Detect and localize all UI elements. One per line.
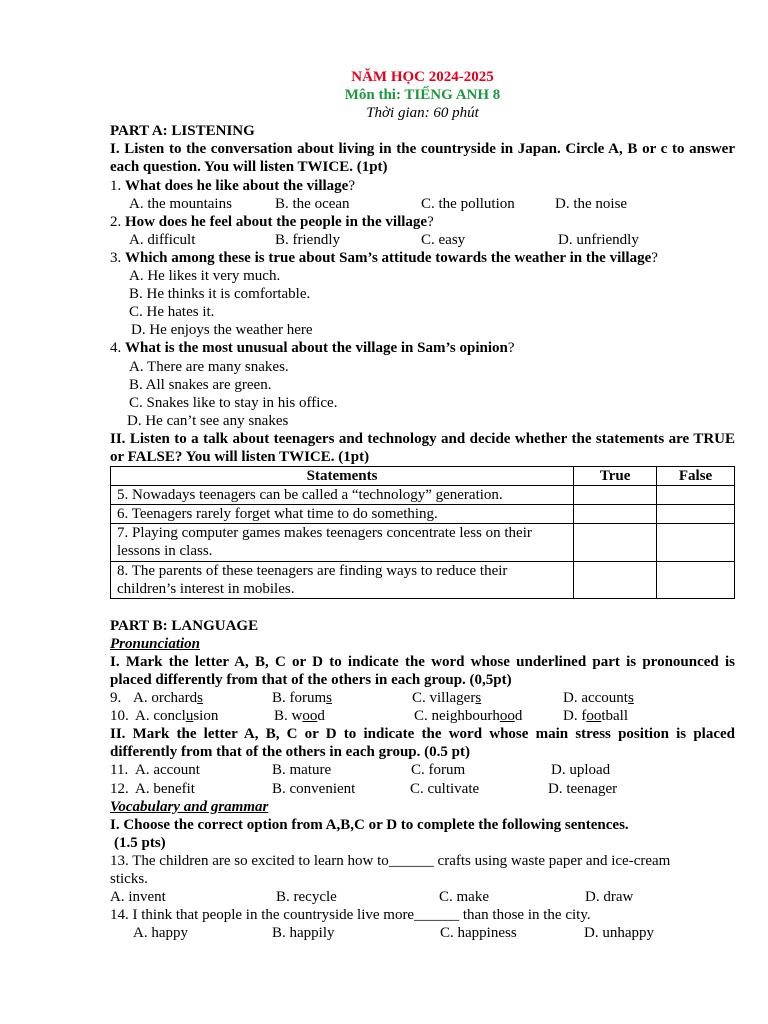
q10-option-b[interactable]: B. wood [274, 708, 325, 725]
q3-option-a[interactable]: A. He likes it very much. [129, 268, 281, 285]
q13-option-d[interactable]: D. draw [585, 889, 634, 906]
school-year: NĂM HỌC 2024-2025 [351, 69, 494, 85]
exam-page [110, 68, 735, 942]
q10-option-c[interactable]: C. neighbourhood [414, 708, 523, 725]
q12-number: 12. [110, 780, 129, 797]
q3-option-d[interactable]: D. He enjoys the weather here [131, 322, 313, 339]
vocabulary-heading: Vocabulary and grammar [110, 798, 269, 815]
subject-title: Môn thi: TIẾNG ANH 8 [344, 87, 501, 104]
q11-option-b[interactable]: B. mature [272, 762, 332, 779]
q13-option-c[interactable]: C. make [439, 889, 489, 906]
q9-option-b[interactable]: B. forums [272, 690, 333, 707]
false-cell-8[interactable] [657, 561, 735, 598]
q14-option-b[interactable]: B. happily [272, 925, 335, 942]
q3-option-b[interactable]: B. He thinks it is comfortable. [129, 286, 311, 303]
question-3: 3. Which among these is true about Sam’s attitude towards the weather in the village? [110, 249, 658, 266]
q11-option-c[interactable]: C. forum [411, 762, 466, 779]
table-row [111, 561, 735, 598]
q1-option-d[interactable]: D. the noise [555, 195, 628, 212]
pronunciation-instruction-1: I. Mark the letter A, B, C or D to indicate the word whose underlined part is pronounced is placed differently from that of the others in each group. (0,5pt) [110, 653, 735, 688]
true-cell-8[interactable] [574, 561, 657, 598]
pronunciation-heading: Pronunciation [110, 635, 201, 652]
table-row [111, 524, 735, 561]
q4-option-a[interactable]: A. There are many snakes. [129, 358, 289, 375]
q10-option-a[interactable]: A. conclusion [135, 708, 219, 725]
true-false-table [110, 466, 735, 599]
question-14: 14. I think that people in the countryside live more______ than those in the city. [110, 907, 591, 924]
question-11 [110, 761, 735, 779]
q2-option-a[interactable]: A. difficult [129, 231, 196, 248]
statement-5: 5. Nowadays teenagers can be called a “technology” generation. [111, 486, 574, 505]
question-2: 2. How does he feel about the people in the village? [110, 213, 434, 230]
header-false: False [657, 467, 735, 486]
q13-option-b[interactable]: B. recycle [276, 889, 337, 906]
listening-section-1-instruction: I. Listen to the conversation about living in the countryside in Japan. Circle A, B or c to answer each question. You will listen TWICE. (1pt) [110, 141, 735, 176]
question-14-options [110, 924, 735, 942]
question-13: 13. The children are so excited to learn how to______ crafts using waste paper and ice-cream sticks. [110, 852, 671, 888]
q14-option-d[interactable]: D. unhappy [584, 925, 654, 942]
pronunciation-instruction-2: II. Mark the letter A, B, C or D to indicate the word whose main stress position is placed differently from that of the others in each group. (0.5 pt) [110, 726, 735, 761]
q11-number: 11. [110, 762, 129, 779]
header-true: True [574, 467, 657, 486]
question-13-options [110, 888, 735, 906]
listening-section-2-instruction: II. Listen to a talk about teenagers and technology and decide whether the statements are TRUE or FALSE? You will listen TWICE. (1pt) [110, 430, 735, 465]
q9-option-a[interactable]: A. orchards [133, 690, 203, 707]
q4-option-d[interactable]: D. He can’t see any snakes [127, 412, 289, 429]
q11-option-a[interactable]: A. account [135, 762, 200, 779]
q9-option-c[interactable]: C. villagers [412, 690, 482, 707]
statement-8: 8. The parents of these teenagers are finding ways to reduce their children’s interest in mobiles. [111, 561, 574, 598]
false-cell-6[interactable] [657, 505, 735, 524]
q4-option-c[interactable]: C. Snakes like to stay in his office. [129, 394, 338, 411]
q12-option-a[interactable]: A. benefit [135, 780, 195, 797]
true-cell-6[interactable] [574, 505, 657, 524]
true-cell-7[interactable] [574, 524, 657, 561]
false-cell-7[interactable] [657, 524, 735, 561]
q3-option-c[interactable]: C. He hates it. [129, 304, 215, 321]
q12-option-c[interactable]: C. cultivate [410, 780, 480, 797]
question-10 [110, 707, 735, 725]
q9-option-d[interactable]: D. accounts [563, 690, 634, 707]
q2-option-c[interactable]: C. easy [421, 231, 466, 248]
table-row [111, 505, 735, 524]
q14-option-c[interactable]: C. happiness [440, 925, 517, 942]
time-limit: Thời gian: 60 phút [366, 105, 479, 122]
q1-option-b[interactable]: B. the ocean [275, 195, 350, 212]
statement-6: 6. Teenagers rarely forget what time to do something. [111, 505, 574, 524]
q1-option-c[interactable]: C. the pollution [421, 195, 515, 212]
question-1: 1. What does he like about the village? [110, 177, 356, 194]
part-a-title: PART A: LISTENING [110, 123, 255, 140]
q2-option-d[interactable]: D. unfriendly [558, 231, 639, 248]
q14-option-a[interactable]: A. happy [133, 925, 188, 942]
q12-option-d[interactable]: D. teenager [548, 780, 618, 797]
table-row [111, 486, 735, 505]
part-b-title: PART B: LANGUAGE [110, 617, 259, 634]
q2-option-b[interactable]: B. friendly [275, 231, 340, 248]
true-cell-5[interactable] [574, 486, 657, 505]
q11-option-d[interactable]: D. upload [551, 762, 611, 779]
question-4: 4. What is the most unusual about the village in Sam’s opinion? [110, 340, 515, 357]
q13-option-a[interactable]: A. invent [110, 889, 166, 906]
statement-7: 7. Playing computer games makes teenagers concentrate less on their lessons in class. [111, 524, 574, 561]
q10-number: 10. [110, 708, 129, 725]
q4-option-b[interactable]: B. All snakes are green. [129, 376, 272, 393]
q9-number: 9. [110, 690, 122, 707]
question-1-options [110, 195, 735, 213]
q12-option-b[interactable]: B. convenient [272, 780, 356, 797]
false-cell-5[interactable] [657, 486, 735, 505]
vocabulary-points: (1.5 pts) [114, 834, 166, 851]
header-statements: Statements [111, 467, 574, 486]
table-header-row [111, 467, 735, 486]
question-12 [110, 780, 735, 798]
vocabulary-instruction: I. Choose the correct option from A,B,C or D to complete the following sentences. [110, 816, 629, 833]
q10-option-d[interactable]: D. football [563, 708, 628, 725]
question-9 [110, 689, 735, 707]
q1-option-a[interactable]: A. the mountains [129, 195, 232, 212]
question-2-options [110, 231, 735, 249]
